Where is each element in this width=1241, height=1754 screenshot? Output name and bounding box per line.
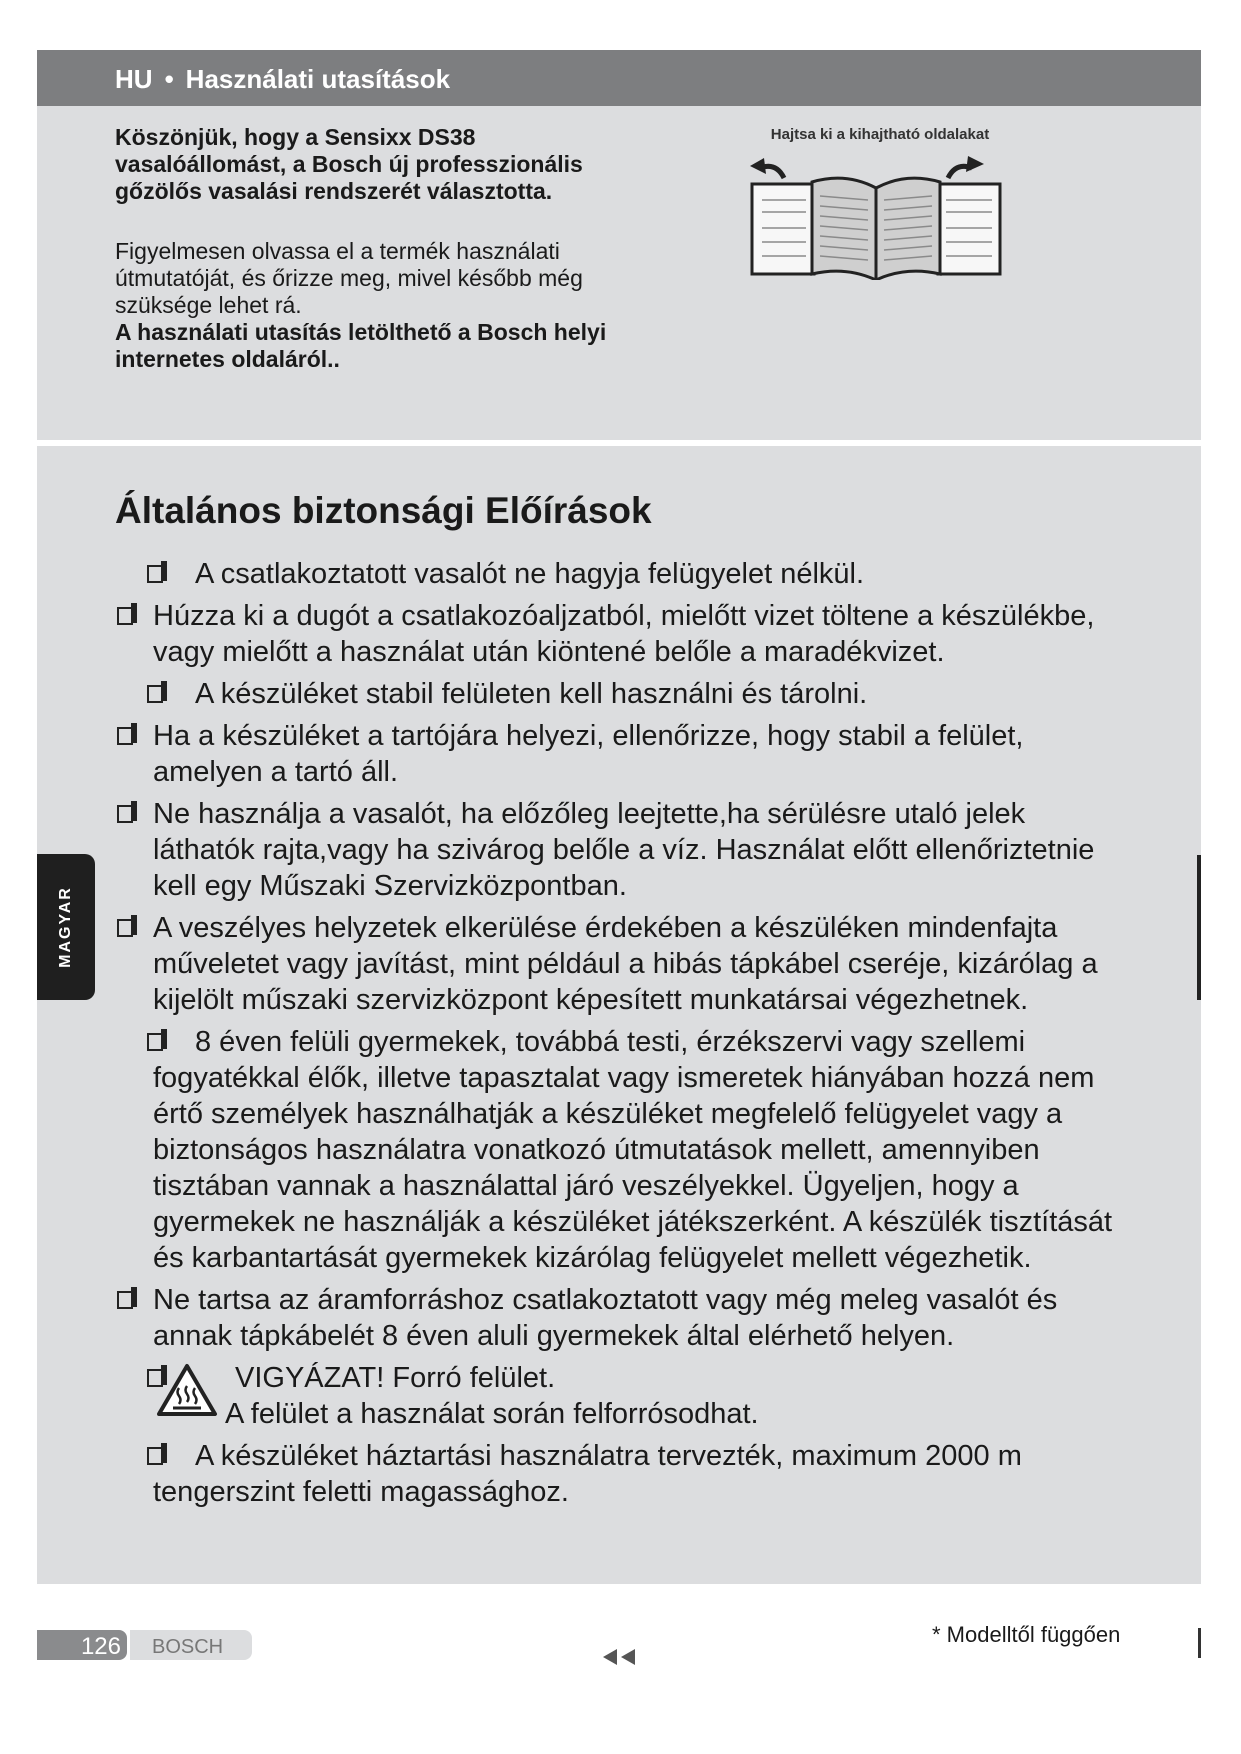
footer-margin-rule bbox=[1198, 1628, 1201, 1658]
language-code: HU bbox=[115, 64, 153, 94]
page-number: 126 bbox=[80, 1633, 121, 1660]
intro-text bbox=[115, 238, 635, 373]
list-item: A veszélyes helyzetek elkerülése érdekében a készüléken mindenfajta műveletet vagy javítást, mint például a hibás tápkábel cseréje, kizárólag a kijelölt műszaki szervizközpont képesített munkatársai végezhetnek. bbox=[115, 910, 1125, 1018]
fold-out-book-icon bbox=[748, 150, 1008, 280]
fold-out-caption: Hajtsa ki a kihajtható oldalakat bbox=[770, 126, 990, 143]
list-item: A készüléket háztartási használatra tervezték, maximum 2000 m tengerszint feletti magassághoz. bbox=[115, 1438, 1125, 1510]
section-title: Általános biztonsági Előírások bbox=[115, 490, 652, 531]
intro-download-note: A használati utasítás letölthető a Bosch helyi internetes oldaláról.. bbox=[115, 319, 607, 372]
previous-page-arrows-icon bbox=[603, 1648, 637, 1666]
checkbox-bullet-icon bbox=[117, 607, 133, 625]
checkbox-bullet-icon bbox=[117, 1291, 133, 1309]
list-item: A készüléket stabil felületen kell használni és tárolni. bbox=[115, 676, 1125, 712]
warning-title: VIGYÁZAT! Forró felület. bbox=[235, 1362, 556, 1394]
intro-lead: Köszönjük, hogy a Sensixx DS38 vasalóállomást, a Bosch új professzionális gőzölős vasalási rendszerét választotta. bbox=[115, 124, 583, 204]
list-item: 8 éven felüli gyermekek, továbbá testi, érzékszervi vagy szellemi fogyatékkal élők, illetve tapasztalat vagy ismeretek hiányában hozzá nem értő személyek használhatják a készüléket megfelelő felügyelet vagy a biztonságos használatra vonatkozó útmutatások mellett, amennyiben tisztában vannak a használattal járó veszélyekkel. Ügyeljen, hogy a gyermekek ne használják a készüléket játékszerként. A készülék tisztítását és karbantartását gyermekek kizárólag felügyelet mellett végezhetik. bbox=[115, 1024, 1125, 1276]
list-item: Ne tartsa az áramforráshoz csatlakoztatott vagy még meleg vasalót és annak tápkábelét 8 éven aluli gyermekek által elérhető helyen. bbox=[115, 1282, 1125, 1354]
list-item: Ha a készüléket a tartójára helyezi, ellenőrizze, hogy stabil a felület, amelyen a tartó áll. bbox=[115, 718, 1125, 790]
footnote: * Modelltől függően bbox=[932, 1622, 1121, 1647]
checkbox-bullet-icon bbox=[117, 805, 133, 823]
list-item: Ne használja a vasalót, ha előzőleg leejtette,ha sérülésre utaló jelek láthatók rajta,vagy ha szivárog belőle a víz. Használat előtt ellenőriztetnie kell egy Műszaki Szervizközpontban. bbox=[115, 796, 1125, 904]
header-separator: • bbox=[164, 64, 174, 94]
right-margin-rule bbox=[1197, 855, 1201, 1000]
list-item: A csatlakoztatott vasalót ne hagyja felügyelet nélkül. bbox=[115, 556, 1125, 592]
checkbox-bullet-icon bbox=[147, 1447, 163, 1465]
brand-name: BOSCH bbox=[152, 1636, 224, 1658]
checkbox-bullet-icon bbox=[147, 565, 163, 583]
page-header bbox=[115, 64, 450, 95]
checkbox-bullet-icon bbox=[117, 727, 133, 745]
header-title: Használati utasítások bbox=[185, 64, 451, 94]
warning-text: A felület a használat során felforrósodhat. bbox=[225, 1398, 759, 1430]
checkbox-bullet-icon bbox=[147, 1033, 163, 1051]
intro-paragraph: Figyelmesen olvassa el a termék használati útmutatóját, és őrizze meg, mivel később még szüksége lehet rá. bbox=[115, 238, 583, 318]
list-item: Húzza ki a dugót a csatlakozóaljzatból, mielőtt vizet töltene a készülékbe, vagy mielőtt a használat után kiöntené belőle a maradékvizet. bbox=[115, 598, 1125, 670]
checkbox-bullet-icon bbox=[117, 919, 133, 937]
checkbox-bullet-icon bbox=[147, 685, 163, 703]
language-side-tab-label: MAGYAR bbox=[57, 886, 74, 968]
safety-rules-list bbox=[115, 556, 1125, 1516]
hot-surface-warning bbox=[115, 1360, 1125, 1432]
hot-surface-warning-icon bbox=[155, 1362, 219, 1418]
